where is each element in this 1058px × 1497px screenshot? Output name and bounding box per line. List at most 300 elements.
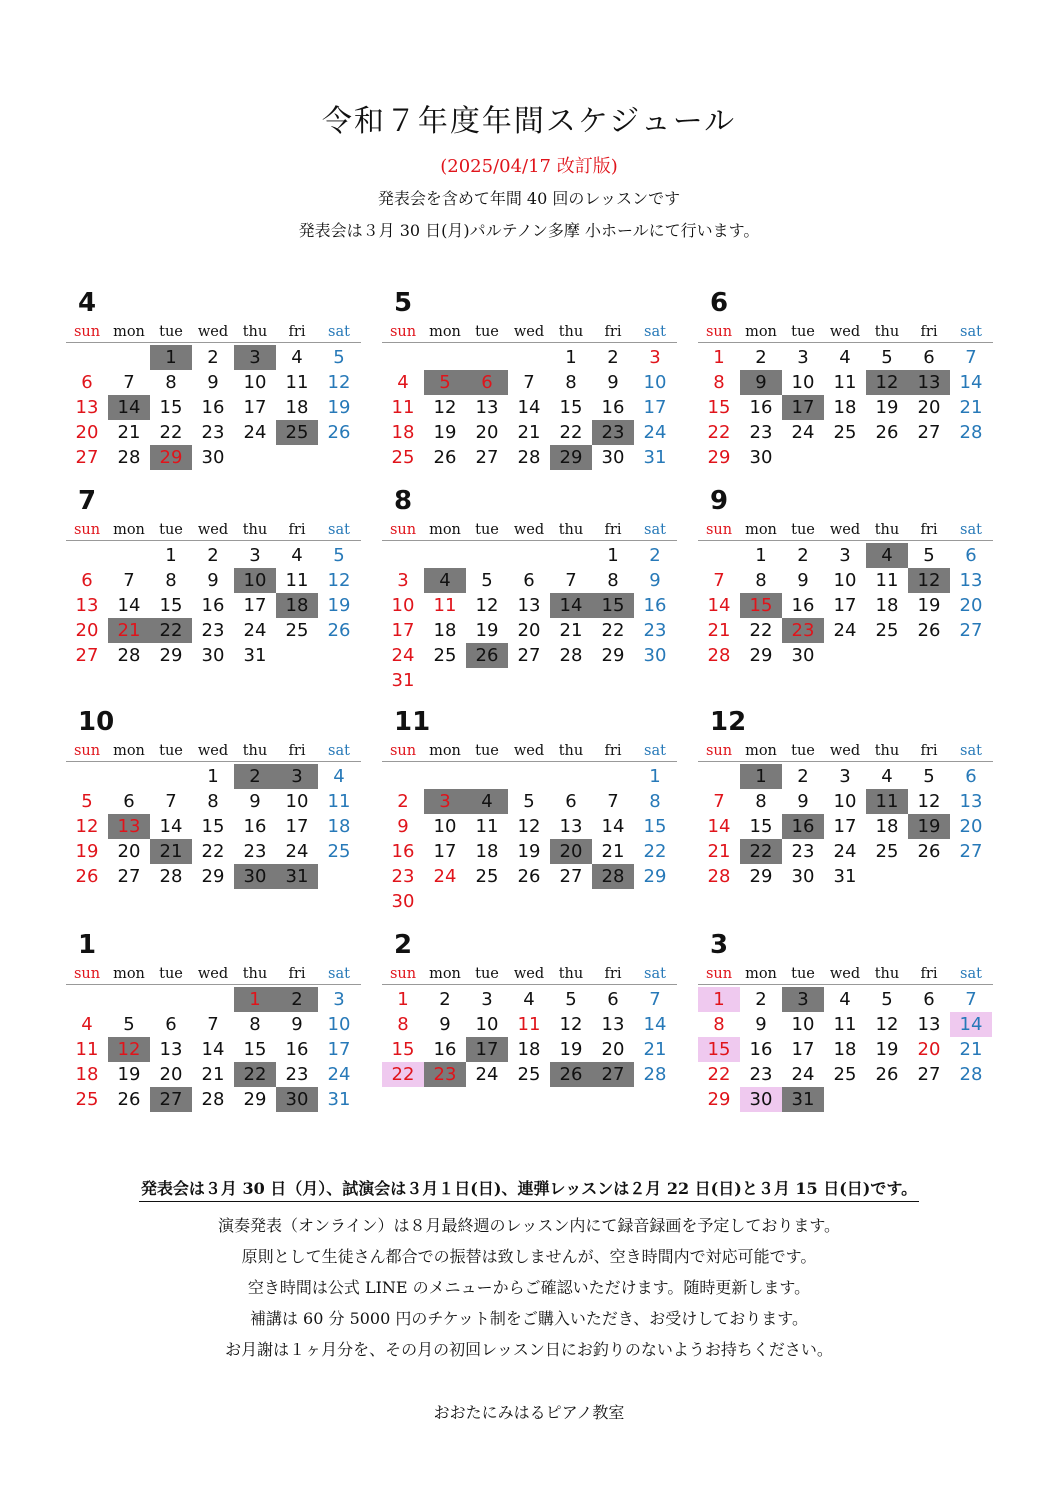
day-cell: 1 <box>607 545 619 566</box>
month-calendar <box>66 482 361 668</box>
day-cell: 14 <box>959 372 983 393</box>
day-cell: 18 <box>276 593 318 618</box>
day-cell: 30 <box>749 447 773 468</box>
day-cell: 18 <box>327 816 351 837</box>
month-calendar <box>382 703 677 914</box>
day-cell: 15 <box>159 595 183 616</box>
weekday-label: thu <box>242 966 268 982</box>
day-cell: 18 <box>875 595 899 616</box>
day-cell: 19 <box>908 814 950 839</box>
day-cell: 14 <box>643 1014 667 1035</box>
day-cell: 2 <box>649 545 661 566</box>
day-cell: 10 <box>327 1014 351 1035</box>
day-cell: 26 <box>75 866 99 887</box>
day-cell: 4 <box>839 989 851 1010</box>
weekday-label: tue <box>791 966 815 982</box>
day-cell: 23 <box>782 618 824 643</box>
weekday-label: mon <box>113 743 145 759</box>
month-number: 7 <box>78 486 97 516</box>
day-cell: 16 <box>201 595 225 616</box>
weekday-label: wed <box>197 324 229 340</box>
weekday-label: mon <box>113 522 145 538</box>
day-cell: 14 <box>108 395 150 420</box>
day-cell: 26 <box>517 866 541 887</box>
day-cell: 7 <box>649 989 661 1010</box>
day-cell: 5 <box>881 989 893 1010</box>
day-cell: 12 <box>75 816 99 837</box>
day-cell: 13 <box>959 791 983 812</box>
day-cell: 13 <box>917 1014 941 1035</box>
weekday-label: sun <box>389 966 417 982</box>
empty-cell <box>466 764 508 789</box>
day-cell: 5 <box>565 989 577 1010</box>
day-cell: 16 <box>201 397 225 418</box>
day-cell: 21 <box>959 397 983 418</box>
day-cell: 25 <box>875 841 899 862</box>
day-cell: 7 <box>607 791 619 812</box>
day-grid <box>66 987 361 1112</box>
day-cell: 22 <box>740 839 782 864</box>
day-cell: 6 <box>123 791 135 812</box>
weekday-label: sat <box>644 743 666 759</box>
day-cell: 20 <box>75 620 99 641</box>
day-cell: 24 <box>243 620 267 641</box>
day-cell: 22 <box>601 620 625 641</box>
day-cell: 28 <box>959 422 983 443</box>
day-cell: 4 <box>866 543 908 568</box>
day-cell: 1 <box>713 347 725 368</box>
day-cell: 25 <box>433 645 457 666</box>
day-cell: 22 <box>559 422 583 443</box>
day-cell: 27 <box>117 866 141 887</box>
weekday-label: wed <box>513 966 545 982</box>
day-cell: 5 <box>923 545 935 566</box>
day-cell: 6 <box>81 372 93 393</box>
day-cell: 19 <box>559 1039 583 1060</box>
month-calendar <box>382 926 677 1087</box>
day-cell: 31 <box>243 645 267 666</box>
day-cell: 16 <box>243 816 267 837</box>
day-cell: 29 <box>707 447 731 468</box>
day-cell: 2 <box>755 989 767 1010</box>
day-cell: 16 <box>791 595 815 616</box>
day-cell: 15 <box>740 593 782 618</box>
day-cell: 21 <box>108 618 150 643</box>
day-cell: 20 <box>959 816 983 837</box>
day-cell: 27 <box>150 1087 192 1112</box>
day-cell: 9 <box>207 570 219 591</box>
day-cell: 19 <box>475 620 499 641</box>
day-cell: 24 <box>791 1064 815 1085</box>
day-cell: 26 <box>875 1064 899 1085</box>
day-cell: 4 <box>397 372 409 393</box>
day-cell: 4 <box>523 989 535 1010</box>
weekday-label: wed <box>197 966 229 982</box>
day-cell: 9 <box>740 370 782 395</box>
month-calendar <box>698 482 993 668</box>
day-cell: 10 <box>833 791 857 812</box>
day-cell: 20 <box>550 839 592 864</box>
weekday-header <box>66 322 361 343</box>
day-cell: 18 <box>391 422 415 443</box>
empty-cell <box>108 987 150 1012</box>
day-cell: 10 <box>643 372 667 393</box>
day-cell: 4 <box>291 347 303 368</box>
empty-cell <box>698 543 740 568</box>
day-cell: 2 <box>607 347 619 368</box>
day-grid <box>382 345 677 470</box>
month-number: 12 <box>710 707 747 737</box>
day-cell: 6 <box>965 766 977 787</box>
day-cell: 21 <box>150 839 192 864</box>
day-cell: 7 <box>565 570 577 591</box>
day-cell: 2 <box>755 347 767 368</box>
day-cell: 28 <box>117 447 141 468</box>
day-cell: 5 <box>523 791 535 812</box>
day-cell: 13 <box>908 370 950 395</box>
day-cell: 9 <box>649 570 661 591</box>
day-cell: 25 <box>327 841 351 862</box>
day-cell: 21 <box>201 1064 225 1085</box>
day-cell: 22 <box>159 422 183 443</box>
day-cell: 21 <box>559 620 583 641</box>
day-cell: 27 <box>517 645 541 666</box>
weekday-label: thu <box>558 743 584 759</box>
weekday-label: mon <box>745 966 777 982</box>
day-grid <box>698 987 993 1112</box>
weekday-label: fri <box>604 966 622 982</box>
day-cell: 20 <box>517 620 541 641</box>
empty-cell <box>424 543 466 568</box>
day-cell: 29 <box>159 645 183 666</box>
weekday-label: wed <box>829 966 861 982</box>
day-cell: 30 <box>740 1087 782 1112</box>
day-cell: 14 <box>601 816 625 837</box>
month-calendar <box>698 926 993 1112</box>
day-cell: 18 <box>833 397 857 418</box>
day-cell: 3 <box>481 989 493 1010</box>
day-cell: 17 <box>782 395 824 420</box>
day-cell: 27 <box>959 620 983 641</box>
day-cell: 8 <box>397 1014 409 1035</box>
day-cell: 7 <box>523 372 535 393</box>
day-cell: 5 <box>333 347 345 368</box>
day-cell: 23 <box>749 1064 773 1085</box>
day-cell: 24 <box>833 841 857 862</box>
day-cell: 3 <box>839 545 851 566</box>
day-cell: 17 <box>327 1039 351 1060</box>
day-cell: 15 <box>243 1039 267 1060</box>
weekday-label: fri <box>604 522 622 538</box>
day-cell: 3 <box>249 545 261 566</box>
day-cell: 12 <box>327 570 351 591</box>
weekday-label: wed <box>829 522 861 538</box>
day-cell: 27 <box>592 1062 634 1087</box>
day-cell: 10 <box>285 791 309 812</box>
weekday-label: thu <box>874 966 900 982</box>
day-cell: 12 <box>917 791 941 812</box>
day-cell: 20 <box>959 595 983 616</box>
day-cell: 11 <box>433 595 457 616</box>
day-cell: 18 <box>75 1064 99 1085</box>
day-cell: 31 <box>643 447 667 468</box>
day-cell: 22 <box>382 1062 424 1087</box>
month-number: 9 <box>710 486 729 516</box>
empty-cell <box>550 764 592 789</box>
weekday-label: sat <box>960 324 982 340</box>
empty-cell <box>108 345 150 370</box>
weekday-label: fri <box>920 743 938 759</box>
day-cell: 13 <box>75 595 99 616</box>
weekday-header <box>698 964 993 985</box>
footer-line: 原則として生徒さん都合での振替は致しませんが、空き時間内で対応可能です。 <box>241 1247 817 1266</box>
weekday-label: thu <box>558 522 584 538</box>
weekday-label: sun <box>705 743 733 759</box>
day-cell: 30 <box>643 645 667 666</box>
weekday-header <box>382 520 677 541</box>
day-cell: 21 <box>959 1039 983 1060</box>
day-cell: 6 <box>607 989 619 1010</box>
empty-cell <box>508 764 550 789</box>
weekday-label: thu <box>242 324 268 340</box>
weekday-label: thu <box>242 522 268 538</box>
recital-notice: 発表会は３月 30 日（月）、試演会は３月１日(日)、連弾レッスンは２月 22 日(日)と３月 15 日(日)です。 <box>139 1176 919 1202</box>
day-cell: 26 <box>875 422 899 443</box>
day-cell: 19 <box>117 1064 141 1085</box>
weekday-label: sat <box>960 743 982 759</box>
day-cell: 29 <box>150 445 192 470</box>
day-cell: 17 <box>243 397 267 418</box>
day-cell: 11 <box>517 1014 541 1035</box>
weekday-label: wed <box>513 324 545 340</box>
weekday-header <box>66 741 361 762</box>
day-cell: 24 <box>285 841 309 862</box>
day-cell: 31 <box>276 864 318 889</box>
day-cell: 18 <box>475 841 499 862</box>
day-grid <box>382 543 677 693</box>
day-cell: 2 <box>276 987 318 1012</box>
day-cell: 28 <box>559 645 583 666</box>
weekday-header <box>382 741 677 762</box>
day-cell: 5 <box>481 570 493 591</box>
month-number: 4 <box>78 288 97 318</box>
day-cell: 12 <box>866 370 908 395</box>
day-cell: 25 <box>75 1089 99 1110</box>
day-cell: 25 <box>875 620 899 641</box>
day-cell: 30 <box>791 645 815 666</box>
day-cell: 19 <box>327 595 351 616</box>
day-cell: 18 <box>285 397 309 418</box>
weekday-label: thu <box>874 743 900 759</box>
weekday-label: thu <box>874 522 900 538</box>
weekday-label: sun <box>705 324 733 340</box>
weekday-label: fri <box>288 743 306 759</box>
day-cell: 11 <box>866 789 908 814</box>
day-cell: 19 <box>433 422 457 443</box>
day-cell: 8 <box>649 791 661 812</box>
day-cell: 4 <box>466 789 508 814</box>
day-cell: 26 <box>433 447 457 468</box>
weekday-label: sat <box>328 324 350 340</box>
day-cell: 3 <box>333 989 345 1010</box>
day-cell: 26 <box>917 620 941 641</box>
weekday-label: wed <box>513 522 545 538</box>
day-cell: 4 <box>291 545 303 566</box>
day-cell: 27 <box>917 422 941 443</box>
day-cell: 12 <box>875 1014 899 1035</box>
day-cell: 13 <box>559 816 583 837</box>
day-cell: 20 <box>601 1039 625 1060</box>
empty-cell <box>192 987 234 1012</box>
day-cell: 2 <box>797 545 809 566</box>
day-cell: 10 <box>791 372 815 393</box>
empty-cell <box>66 345 108 370</box>
weekday-header <box>66 964 361 985</box>
day-cell: 8 <box>755 570 767 591</box>
day-cell: 1 <box>698 987 740 1012</box>
day-cell: 12 <box>327 372 351 393</box>
day-cell: 12 <box>517 816 541 837</box>
day-cell: 15 <box>749 816 773 837</box>
day-cell: 23 <box>592 420 634 445</box>
weekday-label: sat <box>644 966 666 982</box>
day-cell: 16 <box>285 1039 309 1060</box>
day-cell: 1 <box>397 989 409 1010</box>
day-cell: 12 <box>433 397 457 418</box>
day-cell: 12 <box>475 595 499 616</box>
day-cell: 20 <box>159 1064 183 1085</box>
weekday-label: fri <box>604 743 622 759</box>
day-cell: 14 <box>159 816 183 837</box>
day-cell: 3 <box>797 347 809 368</box>
day-cell: 23 <box>201 422 225 443</box>
day-cell: 21 <box>643 1039 667 1060</box>
day-cell: 6 <box>523 570 535 591</box>
day-cell: 16 <box>643 595 667 616</box>
day-cell: 20 <box>117 841 141 862</box>
day-cell: 20 <box>917 1039 941 1060</box>
empty-cell <box>698 764 740 789</box>
day-cell: 15 <box>643 816 667 837</box>
day-cell: 2 <box>207 545 219 566</box>
day-cell: 6 <box>923 347 935 368</box>
day-cell: 22 <box>234 1062 276 1087</box>
weekday-label: sun <box>73 966 101 982</box>
day-cell: 22 <box>707 422 731 443</box>
day-cell: 15 <box>201 816 225 837</box>
day-cell: 11 <box>833 372 857 393</box>
day-cell: 7 <box>965 989 977 1010</box>
day-cell: 29 <box>243 1089 267 1110</box>
weekday-label: wed <box>829 743 861 759</box>
day-cell: 17 <box>391 620 415 641</box>
empty-cell <box>108 543 150 568</box>
day-cell: 22 <box>749 620 773 641</box>
day-cell: 21 <box>707 841 731 862</box>
day-cell: 25 <box>475 866 499 887</box>
day-cell: 11 <box>391 397 415 418</box>
empty-cell <box>66 987 108 1012</box>
day-cell: 13 <box>159 1039 183 1060</box>
day-grid <box>382 764 677 914</box>
day-cell: 10 <box>433 816 457 837</box>
day-cell: 9 <box>207 372 219 393</box>
day-cell: 20 <box>917 397 941 418</box>
day-cell: 11 <box>475 816 499 837</box>
weekday-label: sun <box>705 522 733 538</box>
day-cell: 8 <box>249 1014 261 1035</box>
weekday-label: fri <box>288 324 306 340</box>
day-cell: 3 <box>397 570 409 591</box>
weekday-label: tue <box>791 324 815 340</box>
day-cell: 24 <box>643 422 667 443</box>
day-cell: 20 <box>75 422 99 443</box>
day-cell: 31 <box>327 1089 351 1110</box>
day-cell: 28 <box>707 866 731 887</box>
day-cell: 6 <box>565 791 577 812</box>
day-cell: 3 <box>276 764 318 789</box>
page-title: 令和７年度年間スケジュール <box>321 104 737 139</box>
day-cell: 6 <box>965 545 977 566</box>
day-grid <box>698 764 993 889</box>
day-cell: 11 <box>285 372 309 393</box>
day-cell: 11 <box>75 1039 99 1060</box>
day-cell: 8 <box>755 791 767 812</box>
month-number: 5 <box>394 288 413 318</box>
day-cell: 16 <box>749 1039 773 1060</box>
day-cell: 29 <box>643 866 667 887</box>
empty-cell <box>592 764 634 789</box>
day-cell: 1 <box>207 766 219 787</box>
weekday-label: mon <box>429 743 461 759</box>
day-cell: 10 <box>391 595 415 616</box>
weekday-header <box>698 520 993 541</box>
day-cell: 30 <box>601 447 625 468</box>
day-cell: 18 <box>433 620 457 641</box>
day-cell: 17 <box>833 595 857 616</box>
day-cell: 4 <box>81 1014 93 1035</box>
day-cell: 17 <box>833 816 857 837</box>
day-cell: 28 <box>592 864 634 889</box>
day-cell: 29 <box>749 866 773 887</box>
day-cell: 11 <box>875 570 899 591</box>
month-number: 8 <box>394 486 413 516</box>
weekday-label: mon <box>745 324 777 340</box>
intro-line: 発表会は３月 30 日(月)パルテノン多摩 小ホールにて行います。 <box>298 221 760 240</box>
day-cell: 11 <box>327 791 351 812</box>
day-cell: 26 <box>327 620 351 641</box>
day-cell: 13 <box>475 397 499 418</box>
month-number: 6 <box>710 288 729 318</box>
day-cell: 2 <box>397 791 409 812</box>
day-cell: 21 <box>517 422 541 443</box>
day-cell: 7 <box>123 372 135 393</box>
day-cell: 17 <box>285 816 309 837</box>
empty-cell <box>382 345 424 370</box>
weekday-label: tue <box>475 743 499 759</box>
day-cell: 6 <box>165 1014 177 1035</box>
month-calendar <box>66 926 361 1112</box>
day-grid <box>698 345 993 470</box>
day-cell: 12 <box>908 568 950 593</box>
day-cell: 27 <box>959 841 983 862</box>
day-cell: 29 <box>749 645 773 666</box>
day-cell: 30 <box>276 1087 318 1112</box>
day-cell: 7 <box>207 1014 219 1035</box>
day-cell: 5 <box>923 766 935 787</box>
day-cell: 4 <box>333 766 345 787</box>
month-calendar <box>698 284 993 470</box>
